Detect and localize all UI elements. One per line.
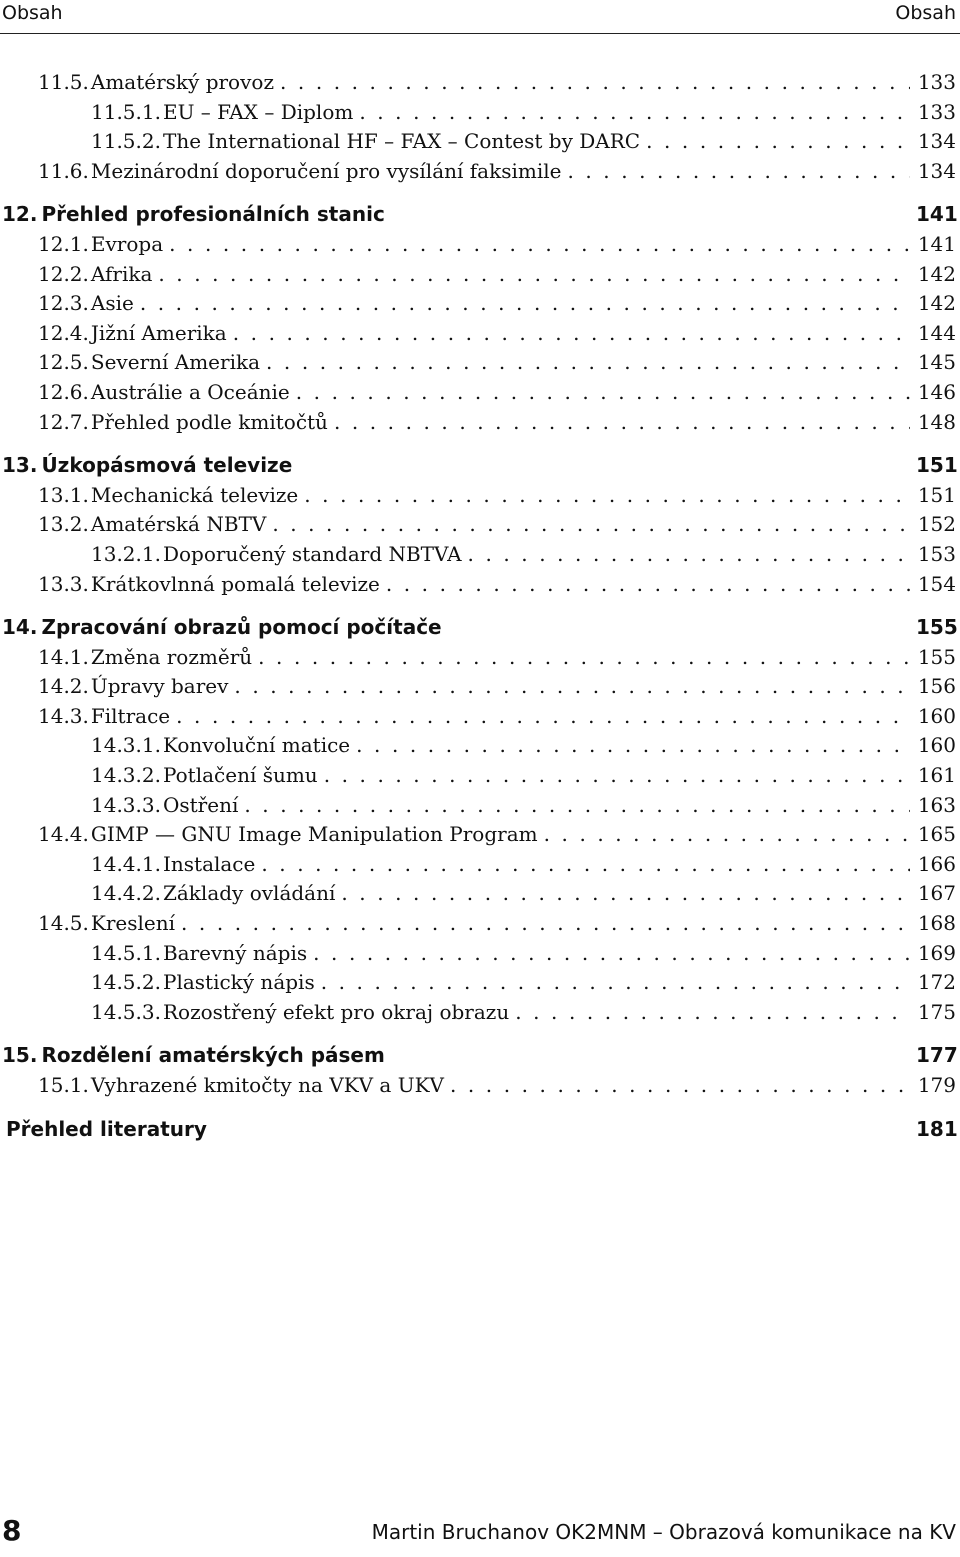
toc-dot-leader	[359, 100, 910, 124]
toc-entry-page: 169	[917, 940, 956, 965]
toc-entry-title: EU – FAX – Diplom	[162, 99, 354, 124]
toc-entry-number: 14.1.	[38, 644, 89, 669]
toc-entry-title: Kreslení	[90, 911, 176, 936]
toc-dot-leader	[140, 291, 910, 315]
toc-dot-leader	[646, 129, 910, 153]
toc-entry-number: 11.6.	[38, 158, 89, 183]
toc-entry-number: 12.5.	[38, 350, 89, 375]
toc-entry-title: Jižní Amerika	[90, 320, 227, 345]
toc-entry[interactable]	[0, 291, 960, 321]
toc-entry-page: 163	[917, 792, 956, 817]
toc-dot-leader	[244, 793, 910, 817]
toc-dot-leader	[544, 822, 910, 846]
toc-entry[interactable]	[0, 1000, 960, 1030]
toc-entry-page: 166	[917, 851, 956, 876]
toc-dot-leader	[341, 881, 910, 905]
toc-entry-number: 15.1.	[38, 1073, 89, 1097]
toc-entry-number: 12.3.	[38, 291, 89, 316]
toc-chapter-entry[interactable]	[0, 453, 960, 483]
toc-entry[interactable]	[0, 704, 960, 734]
toc-dot-leader	[334, 410, 910, 434]
toc-entry-page: 145	[917, 350, 956, 375]
toc-dot-leader	[567, 159, 910, 183]
toc-entry-page: 134	[917, 158, 956, 183]
toc-entry[interactable]	[0, 232, 960, 262]
header-right: Obsah	[895, 2, 956, 24]
toc-entry-title: Amatérská NBTV	[90, 512, 267, 537]
toc-dot-leader	[313, 941, 910, 965]
toc-dot-leader	[356, 733, 910, 757]
toc-entry-title: Mezinárodní doporučení pro vysílání faksimile	[90, 158, 562, 183]
toc-dot-leader	[176, 704, 910, 728]
toc-dot-leader	[296, 380, 910, 404]
toc-entry-title: Plastický nápis	[162, 970, 315, 995]
footer-page-number: 8	[2, 1514, 22, 1547]
toc-entry[interactable]	[0, 1073, 960, 1103]
toc-entry-page: 142	[917, 291, 956, 316]
toc-dot-leader	[258, 645, 910, 669]
toc-entry-page: 151	[917, 482, 956, 507]
toc-entry-title: Severní Amerika	[90, 350, 261, 375]
toc-entry-number: 12.2.	[38, 261, 89, 286]
toc-entry-number: 12.	[2, 202, 38, 227]
toc-entry[interactable]	[0, 572, 960, 602]
toc-dot-leader	[266, 350, 910, 374]
toc-entry[interactable]	[0, 262, 960, 292]
toc-entry[interactable]	[0, 410, 960, 440]
toc-entry-title: Konvoluční matice	[162, 733, 351, 758]
toc-entry-title: Přehled profesionálních stanic	[41, 202, 385, 227]
toc-entry[interactable]	[0, 70, 960, 100]
toc-entry-title: Zpracování obrazů pomocí počítače	[41, 615, 442, 640]
toc-entry-number: 12.6.	[38, 379, 89, 404]
toc-entry-title: Přehled literatury	[6, 1116, 207, 1141]
toc-entry-page: 160	[917, 703, 956, 728]
toc-entry-number: 14.4.	[38, 822, 89, 847]
header-rule	[0, 33, 960, 34]
toc-dot-leader	[515, 1000, 910, 1024]
toc-entry-page: 167	[917, 881, 956, 906]
toc-entry-number: 14.5.1.	[91, 940, 161, 965]
toc-entry[interactable]	[0, 941, 960, 971]
toc-entry[interactable]	[0, 512, 960, 542]
toc-entry[interactable]	[0, 350, 960, 380]
toc-entry-number: 14.5.	[38, 911, 89, 936]
toc-entry-title: Barevný nápis	[162, 940, 308, 965]
toc-entry-page: 133	[917, 99, 956, 124]
toc-entry[interactable]	[0, 645, 960, 675]
toc-entry-number: 13.1.	[38, 482, 89, 507]
toc-dot-leader	[272, 512, 910, 536]
toc-entry-page: 153	[917, 541, 956, 566]
toc-entry-title: Rozostřený efekt pro okraj obrazu	[162, 999, 510, 1024]
toc-entry-title: Základy ovládání	[162, 881, 336, 906]
toc-entry[interactable]	[0, 321, 960, 351]
toc-dot-leader	[468, 542, 910, 566]
toc-entry-title: Filtrace	[90, 703, 171, 728]
toc-dot-leader	[280, 70, 910, 94]
toc-chapter-entry[interactable]	[0, 202, 960, 232]
toc-entry-number: 14.4.1.	[91, 851, 161, 876]
toc-entry-title: Austrálie a Oceánie	[90, 379, 290, 404]
toc-entry-number: 15.	[2, 1043, 38, 1068]
toc-entry[interactable]	[0, 852, 960, 882]
toc-dot-leader	[169, 232, 910, 256]
toc-entry-page: 151	[916, 453, 958, 478]
toc-entry-number: 14.	[2, 615, 38, 640]
toc-entry[interactable]	[0, 822, 960, 852]
toc-entry-number: 14.5.3.	[91, 999, 161, 1024]
toc-entry-title: Instalace	[162, 851, 256, 876]
toc-dot-leader	[450, 1073, 910, 1097]
toc-entry[interactable]	[0, 970, 960, 1000]
header-left: Obsah	[2, 2, 63, 24]
toc-entry-number: 14.2.	[38, 674, 89, 699]
toc-entry-number: 14.3.3.	[91, 792, 161, 817]
toc-entry-page: 141	[917, 231, 956, 256]
toc-entry-page: 156	[917, 674, 956, 699]
toc-entry-page: 154	[917, 571, 956, 596]
table-of-contents	[0, 70, 960, 1146]
toc-entry-page: 141	[916, 202, 958, 227]
toc-entry-page: 146	[917, 379, 956, 404]
toc-entry-number: 13.3.	[38, 571, 89, 596]
toc-entry-title: Potlačení šumu	[162, 763, 318, 788]
toc-dot-leader	[261, 852, 910, 876]
toc-entry-title: Evropa	[90, 231, 164, 256]
toc-entry-number: 14.4.2.	[91, 881, 161, 906]
toc-entry-title: Mechanická televize	[90, 482, 299, 507]
toc-dot-leader	[321, 970, 910, 994]
toc-entry-page: 152	[917, 512, 956, 537]
toc-entry-number: 14.5.2.	[91, 970, 161, 995]
toc-entry-page: 168	[917, 911, 956, 936]
toc-chapter-entry[interactable]	[0, 1117, 960, 1147]
toc-entry[interactable]	[0, 380, 960, 410]
toc-entry[interactable]	[0, 159, 960, 189]
toc-entry-page: 181	[916, 1116, 958, 1141]
toc-entry-number: 13.2.1.	[91, 541, 161, 566]
toc-entry-page: 133	[917, 70, 956, 94]
toc-entry-number: 11.5.1.	[91, 99, 161, 124]
toc-entry-number: 12.1.	[38, 231, 89, 256]
toc-entry-number: 13.2.	[38, 512, 89, 537]
toc-entry-number: 14.3.1.	[91, 733, 161, 758]
toc-entry[interactable]	[0, 793, 960, 823]
toc-entry[interactable]	[0, 483, 960, 513]
toc-entry-page: 175	[917, 999, 956, 1024]
toc-entry-title: The International HF – FAX – Contest by DARC	[162, 129, 641, 154]
toc-entry-number: 12.4.	[38, 320, 89, 345]
toc-entry[interactable]	[0, 100, 960, 130]
toc-entry-page: 144	[917, 320, 956, 345]
toc-entry-page: 177	[916, 1043, 958, 1068]
toc-entry-title: Afrika	[90, 261, 153, 286]
toc-entry-page: 179	[917, 1073, 956, 1097]
toc-entry-title: GIMP — GNU Image Manipulation Program	[90, 822, 538, 847]
toc-dot-leader	[158, 262, 910, 286]
toc-entry-title: Amatérský provoz	[90, 70, 274, 94]
toc-entry-number: 14.3.	[38, 703, 89, 728]
toc-entry-number: 11.5.2.	[91, 129, 161, 154]
toc-dot-leader	[324, 763, 910, 787]
footer-author-line: Martin Bruchanov OK2MNM – Obrazová komunikace na KV	[371, 1520, 956, 1544]
toc-entry-number: 12.7.	[38, 409, 89, 434]
toc-entry[interactable]	[0, 763, 960, 793]
toc-dot-leader	[233, 321, 910, 345]
toc-entry-page: 172	[917, 970, 956, 995]
toc-dot-leader	[386, 572, 910, 596]
toc-entry-title: Rozdělení amatérských pásem	[41, 1043, 385, 1068]
toc-chapter-entry[interactable]	[0, 1043, 960, 1073]
toc-entry-page: 155	[916, 615, 958, 640]
toc-dot-leader	[304, 483, 910, 507]
toc-entry-number: 14.3.2.	[91, 763, 161, 788]
toc-entry-title: Ostření	[162, 792, 239, 817]
toc-entry[interactable]	[0, 881, 960, 911]
toc-entry-title: Úzkopásmová televize	[41, 453, 293, 478]
toc-entry-title: Krátkovlnná pomalá televize	[90, 571, 380, 596]
toc-entry-number: 13.	[2, 453, 38, 478]
toc-entry[interactable]	[0, 911, 960, 941]
toc-entry-title: Doporučený standard NBTVA	[162, 541, 462, 566]
toc-entry-title: Změna rozměrů	[90, 644, 253, 669]
toc-entry[interactable]	[0, 542, 960, 572]
toc-entry-page: 160	[917, 733, 956, 758]
toc-entry-page: 165	[917, 822, 956, 847]
toc-entry-title: Přehled podle kmitočtů	[90, 409, 328, 434]
toc-chapter-entry[interactable]	[0, 615, 960, 645]
toc-entry[interactable]	[0, 129, 960, 159]
toc-entry-page: 134	[917, 129, 956, 154]
toc-entry-title: Vyhrazené kmitočty na VKV a UKV	[90, 1073, 444, 1097]
toc-entry-page: 161	[917, 763, 956, 788]
toc-entry-page: 155	[917, 644, 956, 669]
toc-entry-title: Asie	[90, 291, 134, 316]
toc-entry[interactable]	[0, 733, 960, 763]
toc-entry-number: 11.5.	[38, 70, 89, 94]
toc-dot-leader	[181, 911, 910, 935]
toc-entry[interactable]	[0, 674, 960, 704]
running-header	[0, 0, 960, 32]
toc-entry-title: Úpravy barev	[90, 674, 229, 699]
toc-dot-leader	[234, 674, 910, 698]
toc-entry-page: 148	[917, 409, 956, 434]
toc-entry-page: 142	[917, 261, 956, 286]
